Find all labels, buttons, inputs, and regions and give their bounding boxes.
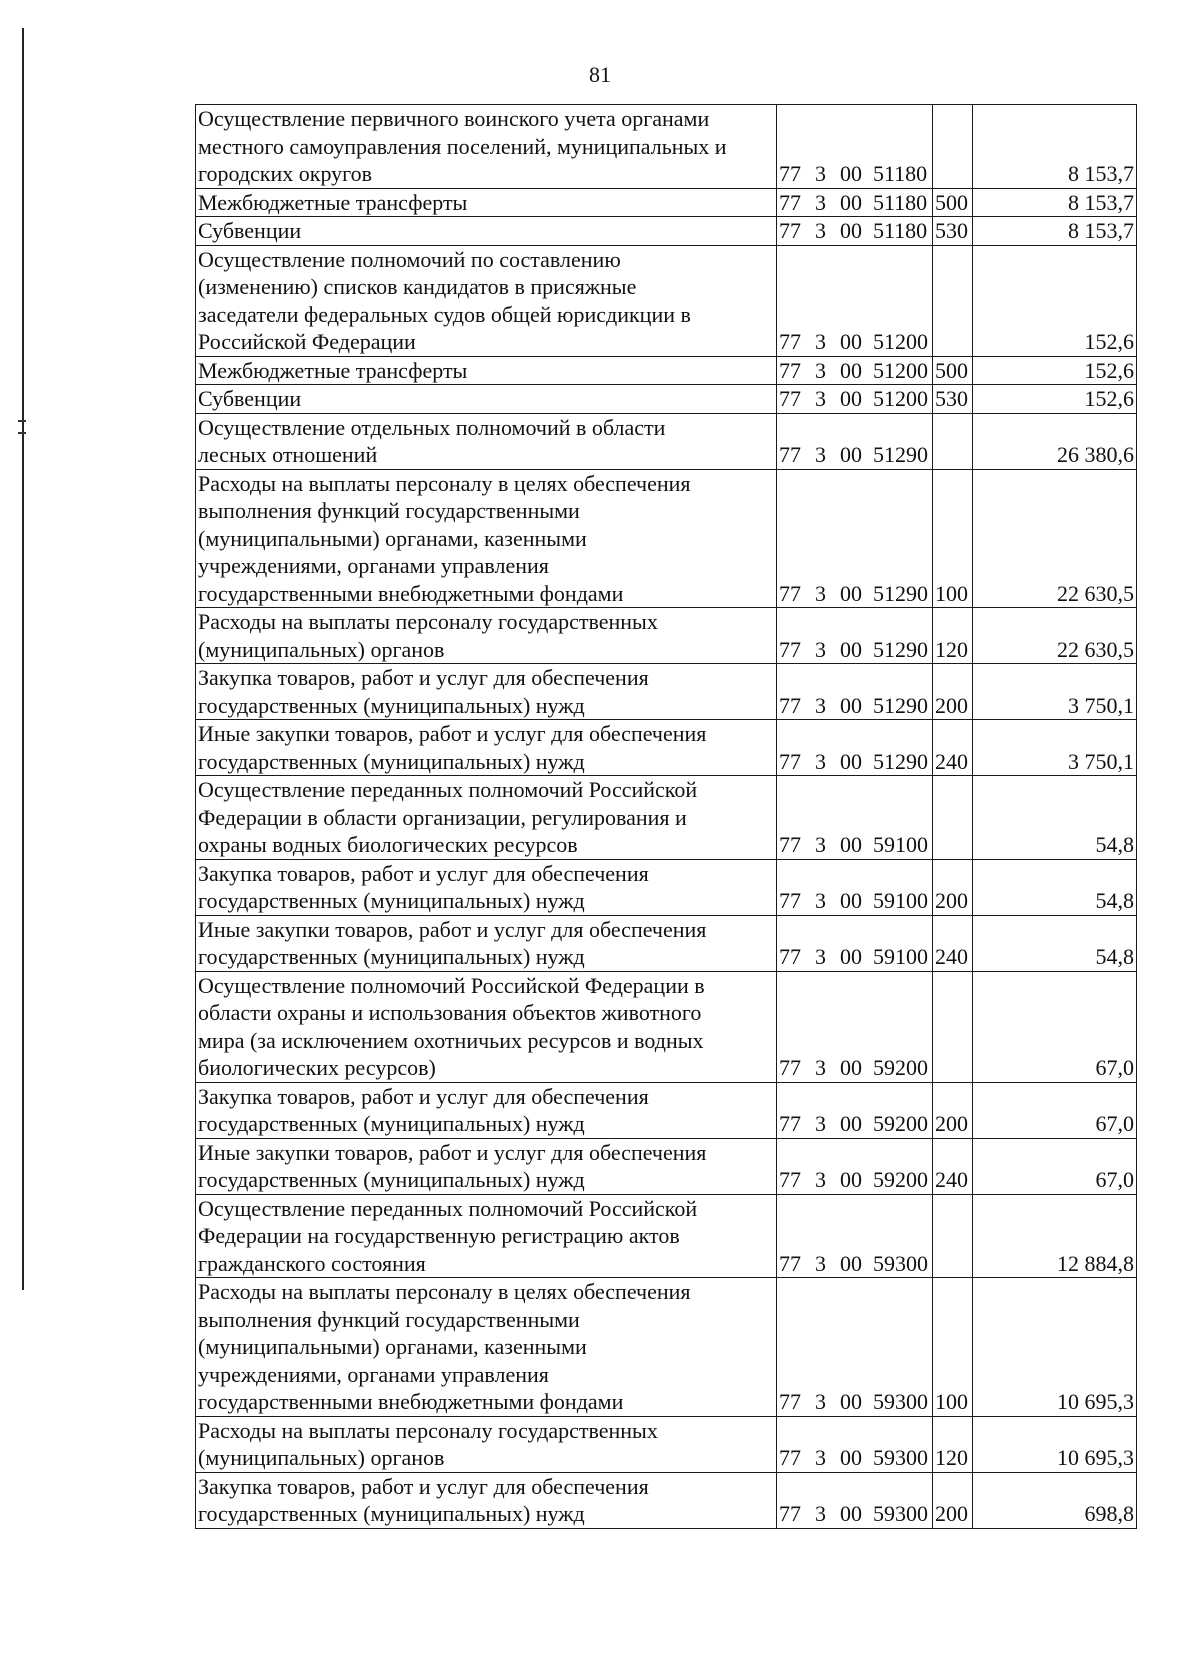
row-expense-type: 200 <box>933 1082 973 1138</box>
code-segment: 77 <box>779 189 801 215</box>
description-line: (муниципальными) органами, казенными <box>198 525 587 551</box>
description-line: Осуществление переданных полномочий Российской <box>198 777 698 802</box>
description-line: области охраны и использования объектов животного <box>198 1000 702 1025</box>
row-amount: 698,8 <box>973 1472 1137 1528</box>
row-description <box>196 915 777 971</box>
row-target-code <box>777 915 933 971</box>
row-target-code <box>777 1138 933 1194</box>
row-amount: 8 153,7 <box>973 217 1137 246</box>
code-segment: 77 <box>779 692 801 718</box>
row-description <box>196 1472 777 1528</box>
description-line: Расходы на выплаты персоналу в целях обеспечения <box>198 470 691 496</box>
code-segment: 00 <box>840 888 862 913</box>
row-target-code <box>777 1278 933 1417</box>
description-line: (муниципальных) органов <box>198 1445 445 1470</box>
description-line: выполнения функций государственными <box>198 498 580 523</box>
code-segment: 59300 <box>873 1501 928 1526</box>
description-line: Иные закупки товаров, работ и услуг для обеспечения <box>198 916 707 942</box>
row-expense-type <box>933 776 973 860</box>
code-segment: 00 <box>840 329 862 354</box>
row-amount: 22 630,5 <box>973 469 1137 608</box>
row-description <box>196 720 777 776</box>
code-segment: 59300 <box>873 1445 928 1470</box>
description-line: охраны водных биологических ресурсов <box>198 832 578 857</box>
code-segment: 3 <box>815 748 826 774</box>
row-target-code <box>777 859 933 915</box>
code-segment: 77 <box>779 580 801 606</box>
row-target-code <box>777 1194 933 1278</box>
row-target-code <box>777 245 933 356</box>
row-target-code <box>777 720 933 776</box>
code-segment: 77 <box>779 888 801 913</box>
row-expense-type: 240 <box>933 915 973 971</box>
code-segment: 59200 <box>873 1055 928 1080</box>
code-segment: 00 <box>840 1111 862 1136</box>
row-description <box>196 1416 777 1472</box>
code-segment: 3 <box>815 1167 826 1192</box>
row-amount: 67,0 <box>973 1082 1137 1138</box>
description-line: местного самоуправления поселений, муниципальных и <box>198 133 727 159</box>
code-segment: 00 <box>840 748 862 774</box>
row-expense-type <box>933 413 973 469</box>
code-segment: 59200 <box>873 1167 928 1192</box>
row-amount: 3 750,1 <box>973 720 1137 776</box>
code-segment: 59300 <box>873 1250 928 1276</box>
table-row <box>196 608 1137 664</box>
row-description <box>196 245 777 356</box>
code-segment: 51200 <box>873 357 928 383</box>
code-segment: 00 <box>840 1055 862 1080</box>
code-segment: 3 <box>815 386 826 411</box>
code-segment: 77 <box>779 1111 801 1136</box>
row-target-code <box>777 1082 933 1138</box>
description-line: Федерации на государственную регистрацию актов <box>198 1223 680 1248</box>
table-row <box>196 1194 1137 1278</box>
row-description <box>196 469 777 608</box>
row-description <box>196 413 777 469</box>
row-target-code <box>777 469 933 608</box>
description-line: государственных (муниципальных) нужд <box>198 748 585 774</box>
code-segment: 3 <box>815 161 826 186</box>
row-expense-type: 100 <box>933 469 973 608</box>
table-row <box>196 1138 1137 1194</box>
row-target-code <box>777 664 933 720</box>
description-line: Федерации в области организации, регулирования и <box>198 804 687 830</box>
code-segment: 00 <box>840 442 862 467</box>
description-line: Осуществление переданных полномочий Российской <box>198 1195 698 1221</box>
code-segment: 77 <box>779 386 801 411</box>
row-amount: 54,8 <box>973 859 1137 915</box>
table-row <box>196 1278 1137 1417</box>
description-line: Межбюджетные трансферты <box>198 357 468 383</box>
budget-table-body <box>196 105 1137 1529</box>
row-expense-type <box>933 971 973 1082</box>
code-segment: 3 <box>815 442 826 467</box>
budget-table <box>195 104 1137 1529</box>
table-row <box>196 971 1137 1082</box>
code-segment: 77 <box>779 636 801 662</box>
code-segment: 00 <box>840 692 862 718</box>
row-expense-type: 200 <box>933 1472 973 1528</box>
code-segment: 51200 <box>873 329 928 354</box>
code-segment: 3 <box>815 1501 826 1526</box>
description-line: Закупка товаров, работ и услуг для обеспечения <box>198 860 649 886</box>
code-segment: 77 <box>779 329 801 354</box>
row-amount: 26 380,6 <box>973 413 1137 469</box>
description-line: Субвенции <box>198 386 302 411</box>
description-line: Российской Федерации <box>198 329 416 354</box>
row-amount: 10 695,3 <box>973 1278 1137 1417</box>
code-segment: 77 <box>779 1055 801 1080</box>
code-segment: 3 <box>815 329 826 354</box>
row-target-code <box>777 356 933 385</box>
row-amount: 67,0 <box>973 1138 1137 1194</box>
description-line: Расходы на выплаты персоналу государственных <box>198 609 658 634</box>
row-target-code <box>777 385 933 414</box>
row-amount: 12 884,8 <box>973 1194 1137 1278</box>
code-segment: 51180 <box>873 161 928 186</box>
row-description <box>196 1278 777 1417</box>
code-segment: 51290 <box>873 580 928 606</box>
table-row <box>196 217 1137 246</box>
code-segment: 77 <box>779 1445 801 1470</box>
scan-margin-tick <box>18 420 26 422</box>
description-line: Осуществление первичного воинского учета органами <box>198 106 710 131</box>
code-segment: 00 <box>840 1445 862 1470</box>
row-expense-type: 530 <box>933 217 973 246</box>
row-target-code <box>777 413 933 469</box>
code-segment: 51180 <box>873 218 928 243</box>
table-row <box>196 245 1137 356</box>
description-line: Расходы на выплаты персоналу государственных <box>198 1417 658 1443</box>
row-description <box>196 385 777 414</box>
row-expense-type: 500 <box>933 356 973 385</box>
code-segment: 00 <box>840 1167 862 1192</box>
row-description <box>196 776 777 860</box>
description-line: (изменению) списков кандидатов в присяжные <box>198 274 637 299</box>
description-line: биологических ресурсов) <box>198 1055 436 1080</box>
row-amount: 54,8 <box>973 776 1137 860</box>
description-line: заседатели федеральных судов общей юрисдикции в <box>198 301 691 327</box>
row-expense-type: 120 <box>933 1416 973 1472</box>
table-row <box>196 385 1137 414</box>
row-amount: 152,6 <box>973 245 1137 356</box>
description-line: выполнения функций государственными <box>198 1306 580 1332</box>
code-segment: 51290 <box>873 442 928 467</box>
description-line: Межбюджетные трансферты <box>198 189 468 215</box>
row-expense-type: 240 <box>933 720 973 776</box>
description-line: Иные закупки товаров, работ и услуг для обеспечения <box>198 721 707 746</box>
description-line: государственных (муниципальных) нужд <box>198 1167 585 1192</box>
code-segment: 00 <box>840 944 862 969</box>
row-amount: 22 630,5 <box>973 608 1137 664</box>
code-segment: 3 <box>815 832 826 857</box>
code-segment: 3 <box>815 944 826 969</box>
table-row <box>196 356 1137 385</box>
code-segment: 77 <box>779 944 801 969</box>
row-expense-type: 500 <box>933 188 973 217</box>
description-line: государственных (муниципальных) нужд <box>198 1111 585 1136</box>
description-line: государственных (муниципальных) нужд <box>198 1501 585 1526</box>
row-expense-type: 200 <box>933 859 973 915</box>
table-row <box>196 188 1137 217</box>
code-segment: 59300 <box>873 1389 928 1414</box>
row-target-code <box>777 1416 933 1472</box>
description-line: гражданского состояния <box>198 1250 426 1276</box>
description-line: государственных (муниципальных) нужд <box>198 888 585 913</box>
code-segment: 3 <box>815 636 826 662</box>
row-amount: 152,6 <box>973 356 1137 385</box>
code-segment: 00 <box>840 357 862 383</box>
code-segment: 00 <box>840 1250 862 1276</box>
code-segment: 77 <box>779 1250 801 1276</box>
code-segment: 3 <box>815 692 826 718</box>
table-row <box>196 1416 1137 1472</box>
row-amount: 10 695,3 <box>973 1416 1137 1472</box>
description-line: (муниципальными) органами, казенными <box>198 1334 587 1359</box>
row-expense-type <box>933 1194 973 1278</box>
table-row <box>196 1472 1137 1528</box>
row-description <box>196 1082 777 1138</box>
code-segment: 3 <box>815 580 826 606</box>
row-amount: 67,0 <box>973 971 1137 1082</box>
description-line: Осуществление отдельных полномочий в области <box>198 414 666 440</box>
row-target-code <box>777 188 933 217</box>
description-line: государственных (муниципальных) нужд <box>198 692 585 718</box>
row-description <box>196 1194 777 1278</box>
code-segment: 3 <box>815 888 826 913</box>
description-line: Закупка товаров, работ и услуг для обеспечения <box>198 1473 649 1499</box>
code-segment: 00 <box>840 832 862 857</box>
code-segment: 77 <box>779 832 801 857</box>
code-segment: 77 <box>779 1501 801 1526</box>
code-segment: 00 <box>840 636 862 662</box>
code-segment: 77 <box>779 442 801 467</box>
row-target-code <box>777 217 933 246</box>
row-description <box>196 188 777 217</box>
table-row <box>196 469 1137 608</box>
row-expense-type: 200 <box>933 664 973 720</box>
code-segment: 51290 <box>873 748 928 774</box>
row-expense-type: 530 <box>933 385 973 414</box>
code-segment: 00 <box>840 161 862 186</box>
code-segment: 3 <box>815 1055 826 1080</box>
code-segment: 77 <box>779 218 801 243</box>
code-segment: 59200 <box>873 1111 928 1136</box>
row-target-code <box>777 1472 933 1528</box>
table-row <box>196 859 1137 915</box>
row-expense-type: 100 <box>933 1278 973 1417</box>
row-amount: 8 153,7 <box>973 105 1137 189</box>
row-description <box>196 356 777 385</box>
table-row <box>196 1082 1137 1138</box>
table-row <box>196 413 1137 469</box>
code-segment: 77 <box>779 161 801 186</box>
row-description <box>196 105 777 189</box>
row-expense-type: 240 <box>933 1138 973 1194</box>
row-description <box>196 859 777 915</box>
description-line: Осуществление полномочий по составлению <box>198 246 621 272</box>
code-segment: 00 <box>840 189 862 215</box>
scan-margin-line <box>22 28 24 1290</box>
row-amount: 54,8 <box>973 915 1137 971</box>
row-amount: 8 153,7 <box>973 188 1137 217</box>
description-line: (муниципальных) органов <box>198 636 445 662</box>
code-segment: 59100 <box>873 888 928 913</box>
code-segment: 77 <box>779 748 801 774</box>
row-amount: 152,6 <box>973 385 1137 414</box>
code-segment: 51290 <box>873 692 928 718</box>
code-segment: 59100 <box>873 832 928 857</box>
row-target-code <box>777 105 933 189</box>
description-line: Осуществление полномочий Российской Федерации в <box>198 972 705 998</box>
table-row <box>196 664 1137 720</box>
row-amount: 3 750,1 <box>973 664 1137 720</box>
code-segment: 3 <box>815 1445 826 1470</box>
table-row <box>196 776 1137 860</box>
row-expense-type <box>933 245 973 356</box>
description-line: государственными внебюджетными фондами <box>198 1389 624 1414</box>
code-segment: 3 <box>815 1389 826 1414</box>
table-row <box>196 105 1137 189</box>
code-segment: 59100 <box>873 944 928 969</box>
code-segment: 77 <box>779 1389 801 1414</box>
scan-margin-tick <box>18 432 26 434</box>
description-line: лесных отношений <box>198 442 378 467</box>
description-line: государственных (муниципальных) нужд <box>198 944 585 969</box>
code-segment: 3 <box>815 189 826 215</box>
code-segment: 51290 <box>873 636 928 662</box>
description-line: учреждениями, органами управления <box>198 553 549 578</box>
row-expense-type <box>933 105 973 189</box>
code-segment: 00 <box>840 386 862 411</box>
row-target-code <box>777 971 933 1082</box>
row-description <box>196 217 777 246</box>
page-number: 81 <box>589 62 611 87</box>
description-line: мира (за исключением охотничьих ресурсов и водных <box>198 1027 704 1053</box>
description-line: Субвенции <box>198 218 302 243</box>
row-description <box>196 608 777 664</box>
code-segment: 77 <box>779 1167 801 1192</box>
code-segment: 00 <box>840 1389 862 1414</box>
code-segment: 00 <box>840 218 862 243</box>
row-description <box>196 971 777 1082</box>
description-line: Расходы на выплаты персоналу в целях обеспечения <box>198 1279 691 1304</box>
row-target-code <box>777 776 933 860</box>
row-description <box>196 1138 777 1194</box>
description-line: Иные закупки товаров, работ и услуг для обеспечения <box>198 1139 707 1165</box>
code-segment: 00 <box>840 1501 862 1526</box>
row-description <box>196 664 777 720</box>
code-segment: 77 <box>779 357 801 383</box>
description-line: государственными внебюджетными фондами <box>198 580 624 606</box>
code-segment: 00 <box>840 580 862 606</box>
table-row <box>196 720 1137 776</box>
code-segment: 3 <box>815 357 826 383</box>
description-line: Закупка товаров, работ и услуг для обеспечения <box>198 1083 649 1109</box>
row-target-code <box>777 608 933 664</box>
description-line: Закупка товаров, работ и услуг для обеспечения <box>198 665 649 690</box>
code-segment: 3 <box>815 1250 826 1276</box>
code-segment: 51180 <box>873 189 928 215</box>
code-segment: 3 <box>815 1111 826 1136</box>
code-segment: 51200 <box>873 386 928 411</box>
table-row <box>196 915 1137 971</box>
description-line: городских округов <box>198 161 373 186</box>
row-expense-type: 120 <box>933 608 973 664</box>
code-segment: 3 <box>815 218 826 243</box>
description-line: учреждениями, органами управления <box>198 1361 549 1387</box>
